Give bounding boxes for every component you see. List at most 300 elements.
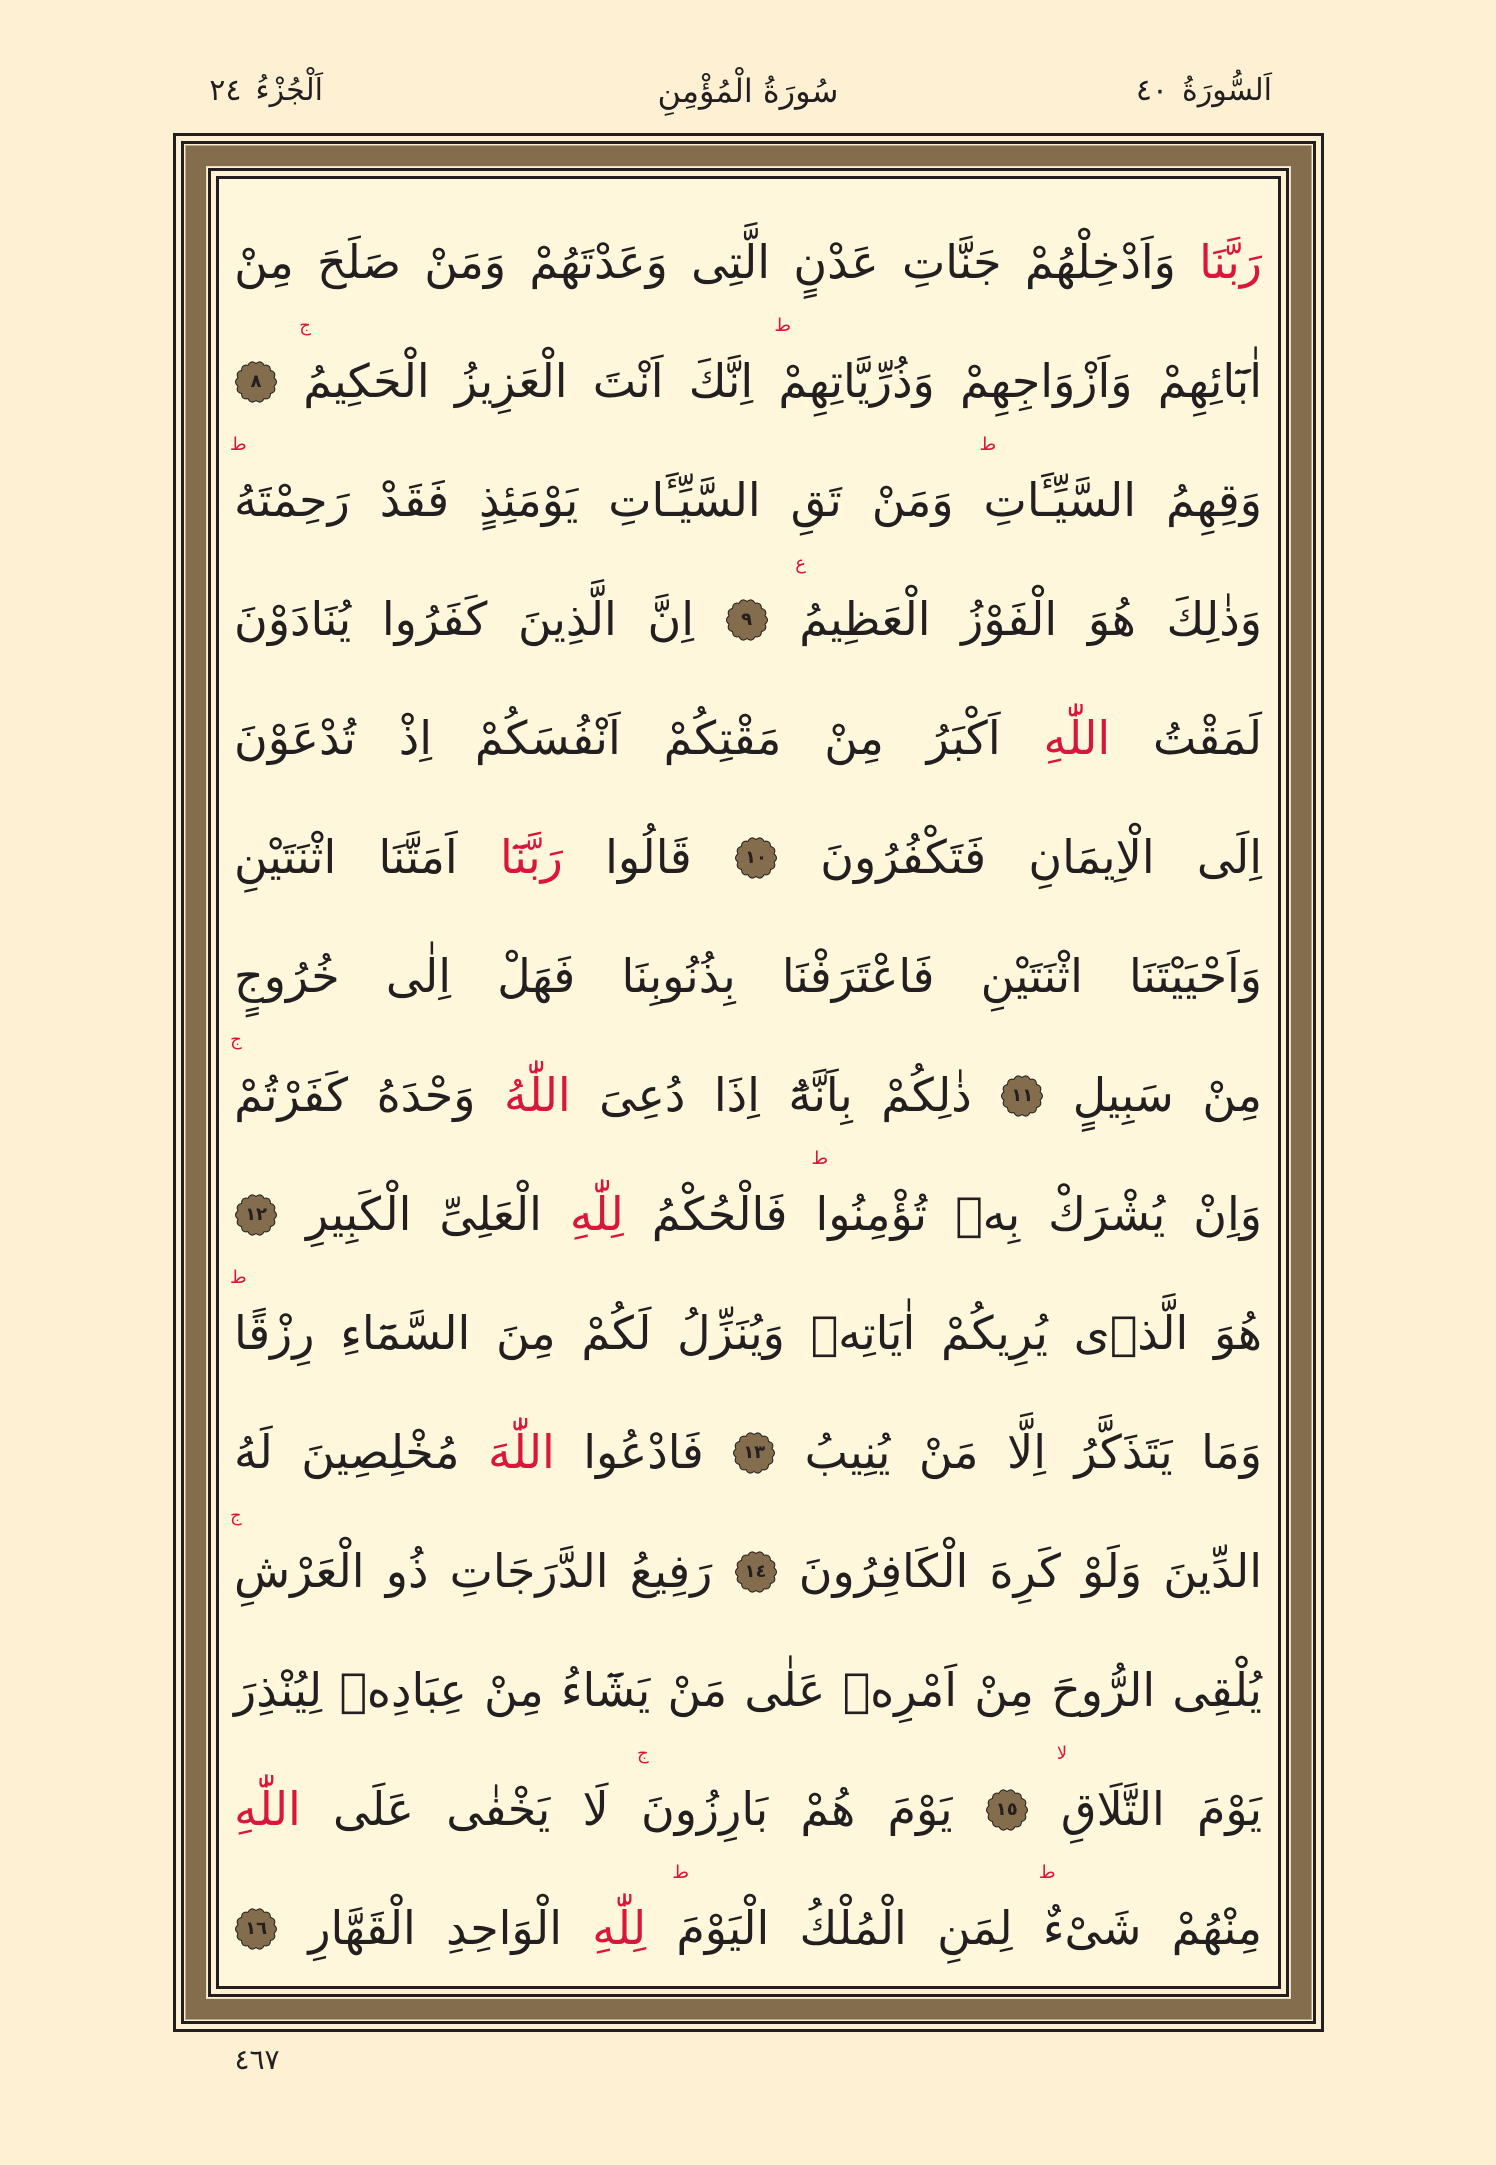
word-text: لَهُ [234, 1425, 273, 1479]
word-text: الْعَلِىِّ [439, 1187, 542, 1241]
word [714, 1036, 760, 1155]
word [593, 322, 664, 441]
word-text: الَّتِى [691, 235, 771, 289]
word [484, 1631, 544, 1750]
text-line [234, 798, 1262, 917]
word-text: الْوَاحِدِ [446, 1901, 562, 1955]
ayah-number: ٩ [741, 608, 753, 630]
word [941, 1274, 1048, 1393]
pause-mark: ج [636, 1743, 649, 1764]
word [1153, 679, 1262, 798]
word [439, 1155, 542, 1274]
word-text: وَحْدَهُ [376, 1068, 476, 1122]
ayah-number-marker [732, 1431, 776, 1475]
word [608, 441, 761, 560]
word [652, 1155, 788, 1274]
word [230, 1267, 315, 1393]
word-text: الَّذِينَ [518, 592, 617, 646]
word-text: هُوَ [1087, 592, 1136, 646]
word [455, 322, 568, 441]
word-text: تُدْعَوْنَ [234, 711, 356, 765]
word-text: الْاِيمَانِ [1028, 830, 1155, 884]
pause-mark: ج [299, 315, 311, 336]
word [1129, 917, 1262, 1036]
word-text: لِلّٰهِ [569, 1187, 624, 1241]
word-text: يَوْمَ [887, 1782, 953, 1836]
word [919, 1393, 979, 1512]
word [630, 1512, 713, 1631]
word-text: مَنْ [918, 1425, 979, 1479]
word [605, 798, 692, 917]
word [1075, 1393, 1173, 1512]
word-text: اٰبَٓائِهِمْ [1157, 354, 1262, 408]
word-text: عَدْنٍ [793, 235, 879, 289]
word [399, 679, 432, 798]
text-line [234, 1393, 1262, 1512]
word [581, 1274, 651, 1393]
word-text: اَنْتَ [592, 354, 664, 408]
word [782, 917, 935, 1036]
word-text: اِلَى [1196, 830, 1262, 884]
word [599, 1036, 685, 1155]
word-text: يَخْفٰى [446, 1782, 551, 1836]
word-text: الدِّينَ [1163, 1544, 1262, 1598]
word-text: اَمَتَّنَا [378, 830, 458, 884]
word [1197, 798, 1262, 917]
ayah-number-marker [1000, 1074, 1044, 1118]
word-text: وَمَنْ [871, 473, 954, 527]
word [955, 1155, 1020, 1274]
word-text: هُمْ [800, 1782, 856, 1836]
word-text: وَاَزْوَاجِهِمْ [960, 354, 1133, 408]
pause-mark: لا [1056, 1743, 1068, 1764]
surah-number: ٤٠ [1135, 73, 1169, 108]
word-text: اللّٰهِ [1043, 711, 1111, 765]
word [379, 798, 458, 917]
word-text: فَتَكْفُرُونَ [820, 830, 987, 884]
word [981, 917, 1083, 1036]
word [1082, 1512, 1142, 1631]
text-line [234, 1862, 1262, 1988]
word-text: خُرُوجٍ [234, 949, 340, 1003]
word [301, 1393, 459, 1512]
word-text: السَّمَٓاءِ [340, 1306, 471, 1360]
word-text: لَا [582, 1782, 609, 1836]
surah-indicator [1135, 66, 1272, 116]
text-line [234, 315, 1262, 441]
text-line [230, 1505, 1262, 1631]
word [937, 1869, 1013, 1988]
word [583, 1393, 703, 1512]
word-text: الْيَوْمَ [676, 1901, 770, 1955]
word [668, 1631, 728, 1750]
word-text: يَوْمَئِذٍ [479, 473, 579, 527]
word-text: بِاَنَّهُٓ [788, 1068, 853, 1122]
word-text: وَاَدْخِلْهُمْ [1024, 235, 1176, 289]
word-text: وَلَوْ [1082, 1544, 1143, 1598]
word-text: الْقَهَّارِ [308, 1901, 416, 1955]
word-text: مِنْ [1202, 1068, 1262, 1122]
word [1038, 1862, 1142, 1988]
word [805, 1393, 891, 1512]
word [446, 1869, 562, 1988]
word [377, 1036, 476, 1155]
word [1028, 798, 1154, 917]
text-line [234, 679, 1262, 798]
word [799, 1512, 969, 1631]
word [1056, 1743, 1165, 1869]
word-text: وَعَدْتَهُمْ [529, 235, 668, 289]
word-text: اثْنَتَيْنِ [234, 830, 337, 884]
word [234, 203, 294, 322]
word [230, 434, 350, 560]
word-text: الْكَبِيرِ [306, 1187, 412, 1241]
word [647, 560, 694, 679]
text-line [230, 1267, 1262, 1393]
word [820, 798, 986, 917]
word-text: وَمَنْ [424, 235, 507, 289]
word-text: فَهَلْ [497, 949, 576, 1003]
pause-mark: ط [774, 315, 792, 336]
word-text: الْعَرْشِ [234, 1544, 365, 1598]
word [795, 553, 931, 679]
word-text: دُعِىَ [599, 1068, 686, 1122]
word [1214, 1274, 1262, 1393]
word-text: يُنِيبُ [804, 1425, 891, 1479]
word [299, 315, 430, 441]
word-text: وَاَحْيَيْتَنَا [1129, 949, 1262, 1003]
word-text: رَبَّنَٓا [499, 830, 563, 884]
word [339, 1631, 467, 1750]
word-text: لِمَنِ [937, 1901, 1013, 1955]
word [234, 560, 351, 679]
word-text: كَرِهَ [989, 1544, 1061, 1598]
text-line [234, 1148, 1262, 1274]
word [561, 1631, 650, 1750]
word-text: وَيُنَزِّلُ [677, 1306, 785, 1360]
word [979, 434, 1137, 560]
word-text: ذٰلِكُمْ [881, 1068, 972, 1122]
word [386, 1512, 429, 1631]
word-text: جَنَّاتِ [901, 235, 1002, 289]
word-text: رَفِيعُ [629, 1544, 713, 1598]
word-text: اللّٰهِ [234, 1782, 301, 1836]
ayah-number-marker [234, 360, 278, 404]
word-text: السَّيِّـَٔاتِ [983, 473, 1137, 527]
word [1073, 1036, 1174, 1155]
word-text: وَاِنْ [1193, 1187, 1262, 1241]
word [382, 560, 488, 679]
word-text: وَقِهِمُ [1165, 473, 1262, 527]
text-line [234, 203, 1262, 322]
word-text: رِزْقًا [234, 1306, 315, 1360]
word [843, 1631, 958, 1750]
word [1166, 441, 1262, 560]
pause-mark: ج [230, 1505, 242, 1526]
pause-mark: ط [672, 1862, 689, 1883]
word [518, 560, 617, 679]
word [1048, 1155, 1165, 1274]
word-text: مِنْ [234, 235, 294, 289]
ayah-number: ١١ [1011, 1084, 1034, 1106]
word [960, 322, 1132, 441]
word [799, 1869, 906, 1988]
quran-text [230, 203, 1262, 1988]
text-line [234, 1743, 1262, 1869]
word [234, 1393, 273, 1512]
word-text: مِنْ [484, 1663, 544, 1717]
ayah-number-marker [234, 1907, 278, 1951]
divine-name-word [570, 1155, 624, 1274]
word-text: عَلٰى [744, 1663, 826, 1717]
word-text: اَمْرِهٖ [842, 1663, 958, 1717]
word [1201, 1393, 1262, 1512]
word-text: الْحَكِيمُ [303, 354, 430, 408]
word-text: الدَّرَجَاتِ [449, 1544, 609, 1598]
word [333, 1750, 414, 1869]
word [881, 1036, 972, 1155]
word-text: تَقِ [790, 473, 842, 527]
word-text: الْكَافِرُونَ [798, 1544, 969, 1598]
word [1172, 1869, 1262, 1988]
divine-name-word [488, 1393, 555, 1512]
word [234, 917, 340, 1036]
word-text: صَلَحَ [317, 235, 401, 289]
word [1197, 1750, 1262, 1869]
page-number: ٤٦٧ [234, 2043, 280, 2076]
word [636, 1743, 769, 1869]
word-text: يُلْقِى [1172, 1663, 1262, 1717]
word-text: اِذْ [398, 711, 433, 765]
word-text: يُشْرَكْ [1048, 1187, 1166, 1241]
word-text: مِنْ [824, 711, 884, 765]
word-text: اَنْفُسَكُمْ [474, 711, 621, 765]
word-text: تُؤْمِنُوا [815, 1187, 928, 1241]
word [689, 322, 753, 441]
word-text: بِهٖ [955, 1187, 1021, 1241]
word [340, 1274, 470, 1393]
word-text: فَقَدْ [379, 473, 450, 527]
word-text: اثْنَتَيْنِ [980, 949, 1083, 1003]
word-text: يُرِيكُمْ [940, 1306, 1048, 1360]
word [424, 203, 506, 322]
word-text: التَّلَاقِ [1060, 1782, 1165, 1836]
word [230, 1505, 365, 1631]
divine-name-word [504, 1036, 571, 1155]
word-text: عِبَادِهٖ [339, 1663, 467, 1717]
word [824, 679, 884, 798]
word [677, 1274, 785, 1393]
word-text: الَّذٖى [1073, 1306, 1189, 1360]
pause-mark: ع [795, 553, 807, 574]
word [927, 679, 1001, 798]
word-text: فَادْعُوا [583, 1425, 704, 1479]
pause-mark: ط [230, 434, 247, 455]
word [672, 1862, 770, 1988]
word [308, 1869, 416, 1988]
word [791, 441, 842, 560]
ayah-number: ١٠ [744, 846, 767, 868]
word-text: مِنْ [974, 1663, 1034, 1717]
word-text: الْعَزِيزُ [454, 354, 568, 408]
word-text: مُخْلِصِينَ [301, 1425, 460, 1479]
pause-mark: ج [230, 1029, 242, 1050]
word [450, 1512, 609, 1631]
word-text: هُوَ [1213, 1306, 1262, 1360]
word-text: شَىْءٌ [1042, 1901, 1142, 1955]
ayah-number-marker [734, 1550, 778, 1594]
word-text: اللّٰهَ [488, 1425, 555, 1479]
pause-mark: ط [811, 1148, 829, 1169]
word [230, 1029, 349, 1155]
word-text: اللّٰهُ [503, 1068, 571, 1122]
word [974, 1631, 1034, 1750]
word-text: الْمُلْكُ [799, 1901, 907, 1955]
word [446, 1750, 550, 1869]
ayah-number: ١٣ [743, 1441, 766, 1463]
word-text: اٰيَاتِهٖ [810, 1306, 916, 1360]
word-text: كَفَرُوا [381, 592, 488, 646]
word-text: الْعَظِيمُ [799, 592, 931, 646]
pause-mark: ط [230, 1267, 247, 1288]
word-text: سَبِيلٍ [1072, 1068, 1174, 1122]
ayah-number-marker [725, 598, 769, 642]
word [1163, 1512, 1262, 1631]
text-line [234, 1631, 1262, 1750]
word-text: السَّيِّـَٔاتِ [608, 473, 761, 527]
word [793, 203, 878, 322]
word-text: لِلّٰهِ [592, 1901, 647, 1955]
word [664, 679, 782, 798]
word [380, 441, 449, 560]
word-text: كَفَرْتُمْ [234, 1068, 349, 1122]
word-text: اِنَّكَ [688, 354, 754, 408]
word-text: لَمَقْتُ [1152, 711, 1262, 765]
word [234, 679, 356, 798]
word-text: وَذُرِّيَّاتِهِمْ [778, 354, 935, 408]
word-text: وَمَا [1201, 1425, 1262, 1479]
pause-mark: ط [979, 434, 997, 455]
word [306, 1155, 411, 1274]
ayah-number: ١٥ [995, 1798, 1018, 1820]
juz-number: ٢٤ [209, 73, 242, 108]
ayah-number: ٨ [250, 370, 262, 392]
word [234, 1631, 322, 1750]
word [317, 203, 401, 322]
word [902, 203, 1002, 322]
word-text: فَالْحُكْمُ [651, 1187, 788, 1241]
text-line [230, 434, 1262, 560]
text-line [234, 917, 1262, 1036]
surah-label: اَلسُّورَةُ [1182, 73, 1272, 108]
word [961, 560, 1057, 679]
word [774, 315, 935, 441]
word [386, 917, 451, 1036]
ayah-number: ١٤ [744, 1560, 767, 1582]
word-text: مِنْهُمْ [1171, 1901, 1262, 1955]
ayah-number: ١٢ [245, 1203, 268, 1225]
word-text: مِنَ [496, 1306, 556, 1360]
word-text: قَالُوا [605, 830, 692, 884]
word-text: الرُّوحَ [1051, 1663, 1156, 1717]
word [1158, 322, 1262, 441]
word-text: لَكُمْ [581, 1306, 652, 1360]
word-text: يَتَذَكَّرُ [1074, 1425, 1173, 1479]
word-text: يَشَٓاءُ [560, 1663, 651, 1717]
surah-title: سُورَةُ الْمُؤْمِنِ [657, 72, 839, 110]
word-text: اِنَّ [647, 592, 695, 646]
word [1088, 560, 1136, 679]
word-text: اَكْبَرُ [926, 711, 1001, 765]
juz-label: اَلْجُزْءُ [255, 73, 323, 108]
word [989, 1512, 1060, 1631]
word-text: اِلٰى [385, 949, 452, 1003]
word-text: عَلَى [332, 1782, 414, 1836]
word-text: مَقْتِكُمْ [663, 711, 782, 765]
word [621, 917, 735, 1036]
word-text: ذُو [385, 1544, 429, 1598]
word [1074, 1274, 1189, 1393]
word-text: فَاعْتَرَفْنَا [781, 949, 935, 1003]
divine-name-word [500, 798, 563, 917]
word [811, 1274, 916, 1393]
divine-name-word [592, 1869, 646, 1988]
word [811, 1148, 928, 1274]
word-text: لِيُنْذِرَ [234, 1663, 323, 1717]
word [1007, 1393, 1046, 1512]
word [872, 441, 954, 560]
word-text: بَارِزُونَ [640, 1782, 769, 1836]
word [1202, 1036, 1262, 1155]
word [497, 917, 575, 1036]
word-text: يَوْمَ [1196, 1782, 1262, 1836]
word [496, 1274, 556, 1393]
word [1167, 560, 1262, 679]
divine-name-word [1199, 203, 1262, 322]
word [744, 1631, 825, 1750]
text-line [230, 1029, 1262, 1155]
divine-name-word [1043, 679, 1110, 798]
text-line [234, 553, 1262, 679]
word [475, 679, 621, 798]
word [1025, 203, 1176, 322]
ayah-number-marker [734, 836, 778, 880]
word-text: اِذَا [713, 1068, 760, 1122]
word [479, 441, 578, 560]
word-text: رَحِمْتَهُ [234, 473, 350, 527]
pause-mark: ط [1038, 1862, 1056, 1883]
juz-indicator [209, 66, 323, 116]
ayah-number-marker [985, 1788, 1029, 1832]
word-text: رَبَّنَا [1199, 235, 1262, 289]
ayah-number: ١٦ [245, 1917, 268, 1939]
word-text: مَنْ [667, 1663, 728, 1717]
word [1172, 1631, 1262, 1750]
ayah-number-marker [234, 1193, 278, 1237]
word [800, 1750, 855, 1869]
word-text: بِذُنُوبِنَا [621, 949, 736, 1003]
word [887, 1750, 952, 1869]
word [1051, 1631, 1155, 1750]
word [583, 1750, 609, 1869]
word [1193, 1155, 1262, 1274]
word-text: الْفَوْزُ [961, 592, 1058, 646]
word [234, 798, 336, 917]
word [788, 1036, 852, 1155]
word [691, 203, 770, 322]
word-text: اِلَّا [1007, 1425, 1047, 1479]
divine-name-word [234, 1750, 301, 1869]
